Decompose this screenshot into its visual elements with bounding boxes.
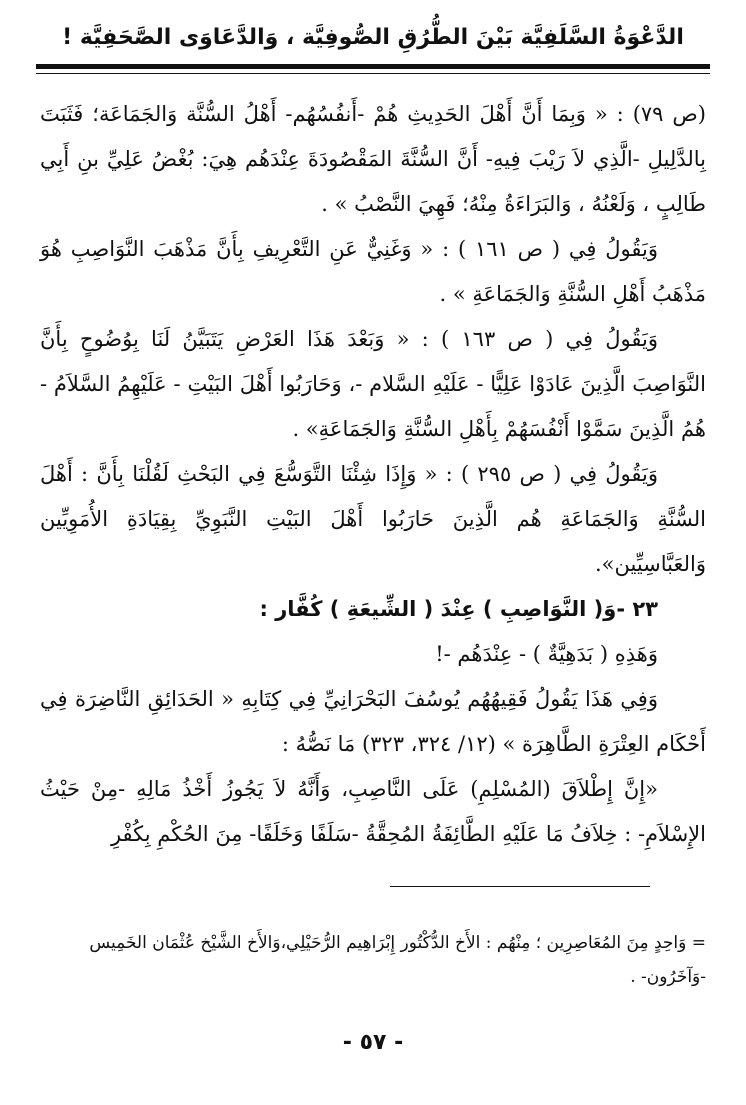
paragraph: (ص ٧٩) : « وَبِمَا أَنَّ أَهْلَ الحَدِيثِ هُمْ -أَنفُسُهُم- أَهْلُ السُّنَّة وَالجَمَاعَة؛ فَثَبَتَ بِالدَّلِيلِ -الَّذِي لاَ رَيْبَ فِيهِ- أَنَّ السُّنَّةَ المَقْصُودَةَ عِنْدَهُم هِيَ: بُغْضُ عَلِيِّ بنِ أَبِي طَالِبٍ ، وَلَعْنُهُ ، وَالبَرَاءَةُ مِنْهُ؛ فَهِيَ النَّصْبُ » . [40, 102, 706, 216]
paragraph: وَيَقُولُ فِي ( ص ١٦٣ ) : « وَبَعْدَ هَذَا العَرْضِ يَتَبَيَّنُ لَنَا بِوُضُوحٍ بِأَنَّ النَّوَاصِبَ الَّذِينَ عَادَوْا عَلِيًّا - عَلَيْهِ السَّلام -، وَحَارَبُوا أَهْلَ البَيْتِ - عَلَيْهِمُ السَّلاَمُ - هُمُ الَّذِينَ سَمَّوْا أَنْفُسَهُمْ بِأَهْلِ السُّنَّةِ وَالجَمَاعَةِ» . [40, 327, 706, 441]
paragraph: وَيَقُولُ فِي ( ص ١٦١ ) : « وَغَنِيٌّ عَنِ التَّعْرِيفِ بِأَنَّ مَذْهَبَ النَّوَاصِبِ هُوَ مَذْهَبُ أَهْلِ السُّنَّةِ وَالجَمَاعَةِ » . [40, 237, 706, 306]
footnote-separator [390, 886, 650, 887]
header-rule-thick [36, 64, 710, 69]
paragraph: «إِنَّ إِطْلاَقَ (المُسْلِمِ) عَلَى النَّاصِبِ، وَأَنَّهُ لاَ يَجُوزُ أَخْذُ مَالِهِ -مِنْ حَيْثُ الإِسْلاَمِ- : خِلاَفُ مَا عَلَيْهِ الطَّائِفَةُ المُحِقَّةُ -سَلَفًا وَخَلَفًا- مِنَ الحُكْمِ بِكُفْرِ [40, 777, 706, 846]
paragraph: وَهَذِهِ ( بَدَهِيَّةٌ ) - عِنْدَهُم -! [435, 642, 658, 666]
paragraph: وَيَقُولُ فِي ( ص ٢٩٥ ) : « وَإِذَا شِئْنَا التَّوَسُّعَ فِي البَحْثِ لَقُلْنَا بِأَنَّ : أَهْلَ السُّنَّةِ وَالجَمَاعَةِ هُم الَّذِينَ حَارَبُوا أَهْلَ البَيْتِ النَّبَوِيِّ بِقِيَادَةِ الأُمَوِيِّين وَالعَبَّاسِيِّين». [40, 462, 706, 576]
footnote-line: -وَآخَرُون- . [630, 967, 706, 987]
main-text [40, 92, 706, 857]
footnote-line: = وَاحِدٍ مِنَ المُعَاصِرِين ؛ مِنْهُم : الأَخ الدُّكْتُور إِبْرَاهِيم الرُّحَيْلِي،وَالأَخ الشَّيْخ عُثْمَان الخَمِيس [89, 933, 706, 953]
running-header: الدَّعْوَةُ السَّلَفِيَّة بَيْنَ الطُّرُقِ الصُّوفِيَّة ، وَالدَّعَاوَى الصَّحَفِيَّة ! [62, 25, 684, 50]
header-rule-thin [36, 73, 710, 74]
paragraph: وَفِي هَذَا يَقُولُ فَقِيهُهُم يُوسُفَ البَحْرَانِيِّ فِي كِتَابِهِ « الحَدَائِقِ النَّاضِرَة فِي أَحْكَام العِتْرَةِ الطَّاهِرَة » (١٢/ ٣٢٤، ٣٢٣) مَا نَصُّهُ : [40, 687, 706, 756]
footnote [40, 926, 706, 994]
page-number: - ٥٧ - [342, 1030, 404, 1055]
section-heading: ٢٣ -وَ( النَّوَاصِبِ ) عِنْدَ ( الشِّيعَةِ ) كُفَّار : [259, 597, 658, 621]
